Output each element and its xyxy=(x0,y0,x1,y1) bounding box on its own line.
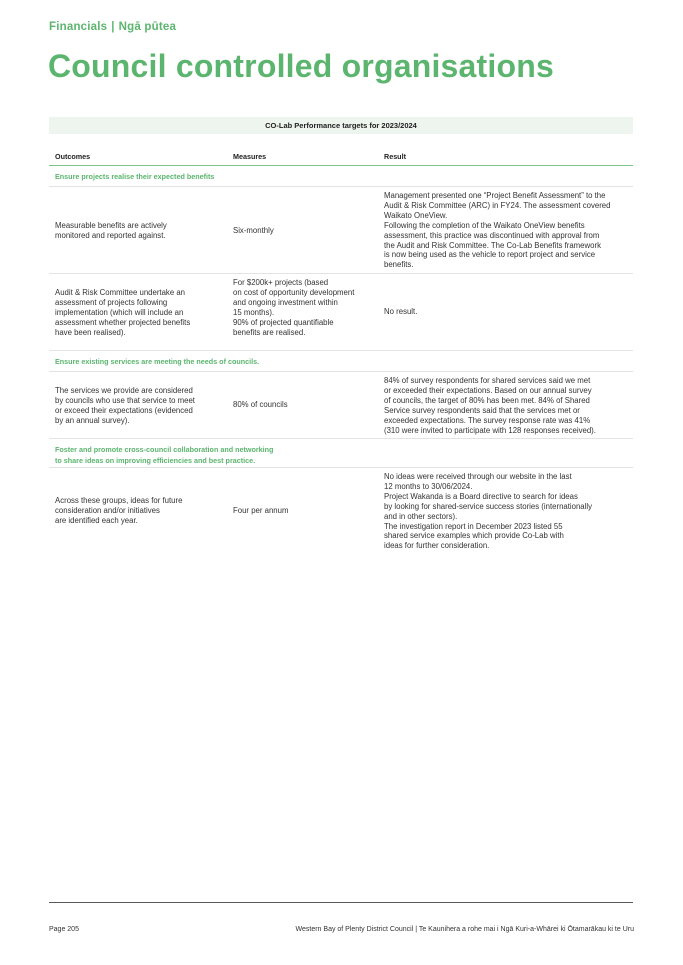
outcome-cell: Across these groups, ideas for future consideration and/or initiatives are identified each year. xyxy=(55,496,183,525)
column-header-result: Result xyxy=(384,152,406,161)
table-row xyxy=(49,274,633,351)
group-heading xyxy=(49,166,633,187)
table-row xyxy=(49,187,633,274)
section-label xyxy=(49,21,176,33)
result-cell: 84% of survey respondents for shared services said we met or exceeded their expectations. Based on our annual survey of councils, the target of 80% has been met. 84% of Shared Service survey respondents said that the services met or exceeded expectations. The survey response rate was 41% (310 were invited to participate with 128 responses received). xyxy=(384,376,596,435)
outcome-cell: Measurable benefits are actively monitored and reported against. xyxy=(55,221,167,240)
table-caption: CO-Lab Performance targets for 2023/2024 xyxy=(49,117,633,134)
group-heading-text: Ensure existing services are meeting the needs of councils. xyxy=(55,357,260,366)
section-name-maori: Ngā pūtea xyxy=(118,21,177,33)
table-row xyxy=(49,372,633,439)
section-separator: | xyxy=(111,21,115,33)
group-heading-text: Foster and promote cross-council collaboration and networking to share ideas on improving efficiencies and best practice. xyxy=(55,445,274,465)
publisher-line: Western Bay of Plenty District Council | Te Kaunihera a rohe mai i Ngā Kuri-a-Whārei ki Ōtamarākau ki te Uru xyxy=(295,926,634,933)
performance-table xyxy=(49,146,633,556)
result-cell: No result. xyxy=(384,307,418,316)
result-cell: Management presented one “Project Benefit Assessment” to the Audit & Risk Committee (ARC) in FY24. The assessment covered Waikato OneView. Following the completion of the Waikato OneView benefits assessment, this practice was discontinued with approval from the Audit and Risk Committee. The Co-Lab Benefits framework is now being used as the vehicle to report project and service benefits. xyxy=(384,191,611,270)
page-title: Council controlled organisations xyxy=(48,48,554,84)
group-heading-text: Ensure projects realise their expected benefits xyxy=(55,172,215,181)
measure-cell: Four per annum xyxy=(233,506,289,515)
table-row xyxy=(49,468,633,556)
measure-cell: Six-monthly xyxy=(233,226,274,235)
measure-cell: For $200k+ projects (based on cost of opportunity development and ongoing investment within 15 months). 90% of projected quantifiable benefits are realised. xyxy=(233,278,355,337)
column-header-outcomes: Outcomes xyxy=(55,152,91,161)
group-heading xyxy=(49,351,633,372)
footer-divider xyxy=(49,902,633,903)
section-name: Financials xyxy=(49,21,108,33)
result-cell: No ideas were received through our website in the last 12 months to 30/06/2024. Project Wakanda is a Board directive to search for ideas by looking for shared-service success stories (internationally and in other sectors). The investigation report in December 2023 listed 55 shared service examples which provide Co-Lab with ideas for further consideration. xyxy=(384,472,593,551)
outcome-cell: The services we provide are considered by councils who use that service to meet or exceed their expectations (evidenced by an annual survey). xyxy=(55,386,195,425)
table-header xyxy=(49,146,633,166)
outcome-cell: Audit & Risk Committee undertake an assessment of projects following implementation (which will include an assessment whether projected benefits have been realised). xyxy=(55,288,191,337)
page-number: Page 205 xyxy=(49,926,79,933)
column-header-measures: Measures xyxy=(233,152,267,161)
group-heading xyxy=(49,439,633,468)
measure-cell: 80% of councils xyxy=(233,400,288,409)
